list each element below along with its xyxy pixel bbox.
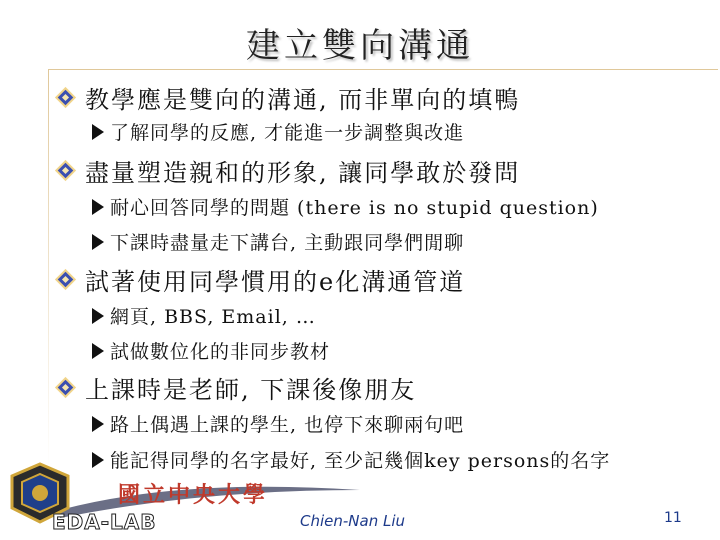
arrow-bullet-icon bbox=[92, 416, 104, 432]
slide-title: 建立雙向溝通 bbox=[246, 26, 474, 66]
arrow-bullet-icon bbox=[92, 124, 104, 140]
arrow-bullet-icon bbox=[92, 452, 104, 468]
bullet-text: 盡量塑造親和的形象, 讓同學敢於發問 bbox=[85, 159, 521, 187]
bullet-3 bbox=[60, 262, 465, 297]
arrow-bullet-icon bbox=[92, 343, 104, 359]
subitem-text: 能記得同學的名字最好, 至少記幾個key persons的名字 bbox=[110, 450, 611, 472]
arrow-bullet-icon bbox=[92, 199, 104, 215]
diamond-bullet-icon bbox=[58, 380, 74, 396]
lab-logo-text: EDA-LAB bbox=[52, 510, 157, 534]
bullet-text: 試著使用同學慣用的e化溝通管道 bbox=[85, 268, 466, 296]
left-rule bbox=[48, 69, 49, 469]
subitem-text: 下課時盡量走下講台, 主動跟同學們閒聊 bbox=[110, 232, 465, 254]
bullet-text: 上課時是老師, 下課後像朋友 bbox=[85, 376, 417, 404]
arrow-bullet-icon bbox=[92, 308, 104, 324]
bullet-text: 教學應是雙向的溝通, 而非單向的填鴨 bbox=[85, 86, 521, 114]
subitem-1-1 bbox=[92, 118, 464, 145]
subitem-text: 試做數位化的非同步教材 bbox=[110, 341, 331, 363]
page-number: 11 bbox=[664, 510, 682, 526]
bullet-1 bbox=[60, 80, 520, 115]
author-name: Chien-Nan Liu bbox=[300, 512, 406, 530]
subitem-text: 了解同學的反應, 才能進一步調整與改進 bbox=[110, 122, 465, 144]
diamond-bullet-icon bbox=[58, 90, 74, 106]
subitem-3-1 bbox=[92, 302, 316, 329]
subitem-2-1 bbox=[92, 193, 599, 220]
arrow-bullet-icon bbox=[92, 234, 104, 250]
university-name: 國立中央大學 bbox=[118, 482, 269, 508]
bullet-2 bbox=[60, 153, 520, 188]
subitem-text: 網頁, BBS, Email, … bbox=[110, 306, 316, 328]
diamond-bullet-icon bbox=[58, 272, 74, 288]
subitem-3-2 bbox=[92, 337, 330, 364]
diamond-bullet-icon bbox=[58, 163, 74, 179]
subitem-text: 路上偶遇上課的學生, 也停下來聊兩句吧 bbox=[110, 414, 465, 436]
subitem-text: 耐心回答同學的問題 (there is no stupid question) bbox=[110, 197, 599, 219]
bullet-4 bbox=[60, 370, 416, 405]
subitem-4-1 bbox=[92, 410, 464, 437]
subitem-2-2 bbox=[92, 228, 464, 255]
top-rule bbox=[48, 69, 718, 70]
